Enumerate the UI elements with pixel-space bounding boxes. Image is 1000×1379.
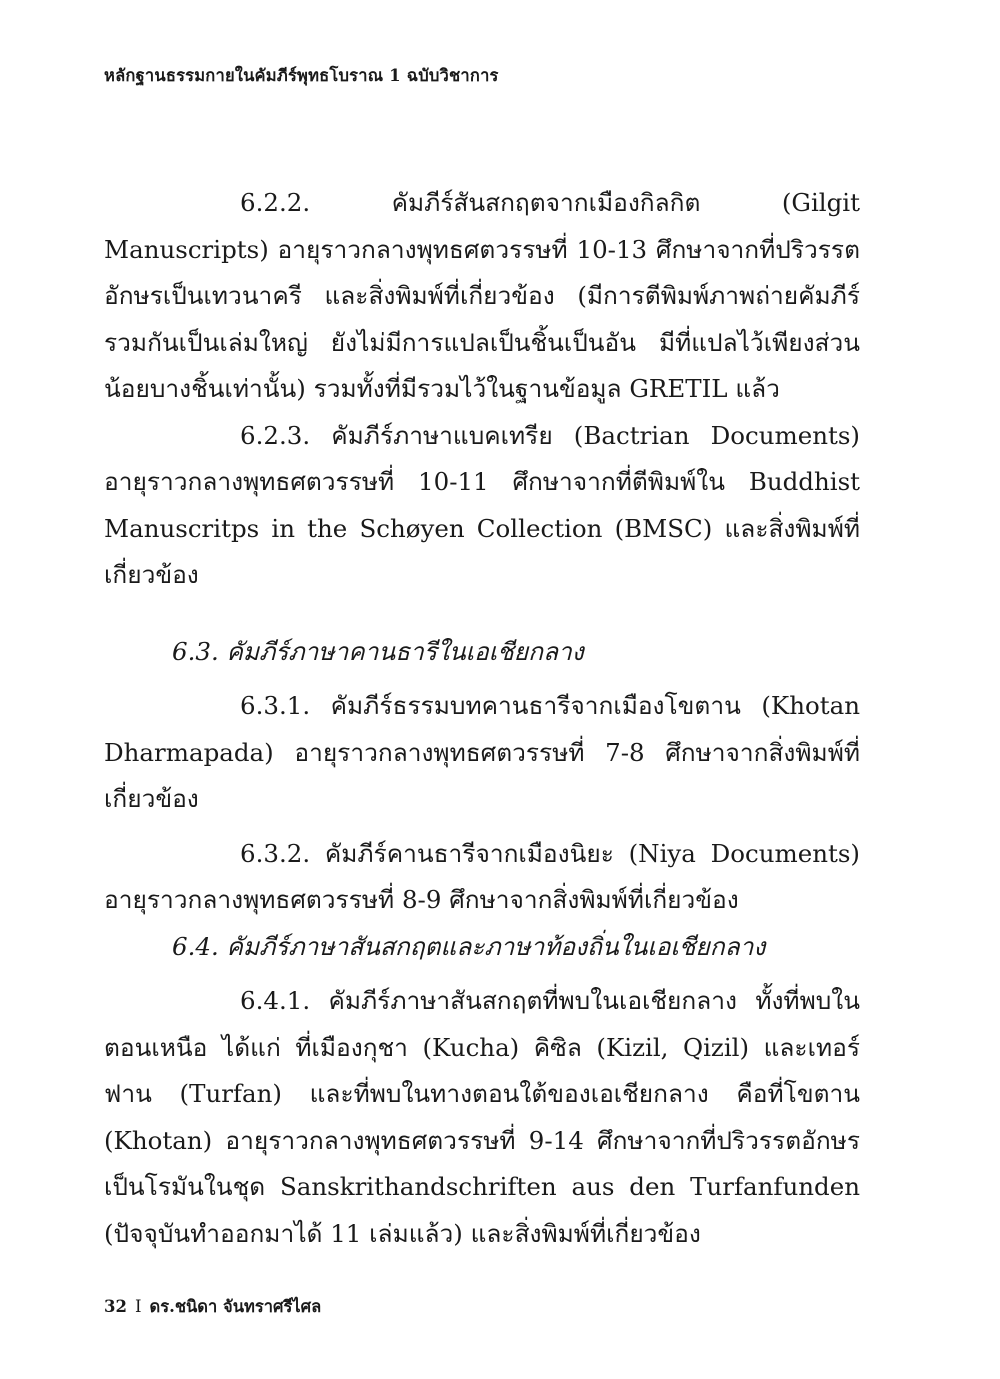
- spacer: [104, 599, 860, 629]
- author-name: ดร.ชนิดา จันทราศรีไศล: [149, 1297, 322, 1316]
- paragraph-6-4-1: 6.4.1. คัมภีร์ภาษาสันสกฤตที่พบในเอเชียกลาง ทั้งที่พบในตอนเหนือ ได้แก่ ที่เมืองกุชา (Kucha) คิซิล (Kizil, Qizil) และเทอร์ฟาน (Turfan) และที่พบในทางตอนใต้ของเอเชียกลาง คือที่โขตาน (Khotan) อายุราวกลางพุทธศตวรรษที่ 9-14 ศึกษาจากที่ปริวรรตอักษรเป็นโรมันในชุด Sanskrithandschriften aus den Turfanfunden (ปัจจุบันทำออกมาได้ 11 เล่มแล้ว) และสิ่งพิมพ์ที่เกี่ยวข้อง: [104, 986, 860, 1248]
- running-header: หลักฐานธรรมกายในคัมภีร์พุทธโบราณ 1 ฉบับวิชาการ: [104, 66, 499, 85]
- spacer: [104, 970, 860, 978]
- spacer: [104, 675, 860, 683]
- section-heading-6-3: 6.3. คัมภีร์ภาษาคานธารีในเอเชียกลาง: [172, 636, 584, 666]
- page-footer: [104, 1294, 321, 1320]
- page-number: 32: [104, 1297, 127, 1316]
- paragraph-6-2-3: 6.2.3. คัมภีร์ภาษาแบคเทรีย (Bactrian Documents) อายุราวกลางพุทธศตวรรษที่ 10-11 ศึกษาจากที่ตีพิมพ์ใน Buddhist Manuscritps in the Schøyen Collection (BMSC) และสิ่งพิมพ์ที่เกี่ยวข้อง: [104, 420, 860, 589]
- paragraph-6-3-2: 6.3.2. คัมภีร์คานธารีจากเมืองนิยะ (Niya Documents) อายุราวกลางพุทธศตวรรษที่ 8-9 ศึกษาจากสิ่งพิมพ์ที่เกี่ยวข้อง: [104, 838, 860, 914]
- footer-separator: I: [134, 1297, 142, 1316]
- paragraph-6-2-2: 6.2.2. คัมภีร์สันสกฤตจากเมืองกิลกิต (Gilgit Manuscripts) อายุราวกลางพุทธศตวรรษที่ 10-13 ศึกษาจากที่ปริวรรตอักษรเป็นเทวนาครี และสิ่งพิมพ์ที่เกี่ยวข้อง (มีการตีพิมพ์ภาพถ่ายคัมภีร์รวมกันเป็นเล่มใหญ่ ยังไม่มีการแปลเป็นชิ้นเป็นอัน มีที่แปลไว้เพียงส่วนน้อยบางชิ้นเท่านั้น) รวมทั้งที่มีรวมไว้ในฐานข้อมูล GRETIL แล้ว: [104, 188, 860, 403]
- spacer: [104, 823, 860, 831]
- body-text: [104, 180, 860, 1257]
- paragraph-6-3-1: 6.3.1. คัมภีร์ธรรมบทคานธารีจากเมืองโขตาน (Khotan Dharmapada) อายุราวกลางพุทธศตวรรษที่ 7-8 ศึกษาจากสิ่งพิมพ์ที่เกี่ยวข้อง: [104, 691, 860, 813]
- section-heading-6-4: 6.4. คัมภีร์ภาษาสันสกฤตและภาษาท้องถิ่นในเอเชียกลาง: [172, 931, 766, 961]
